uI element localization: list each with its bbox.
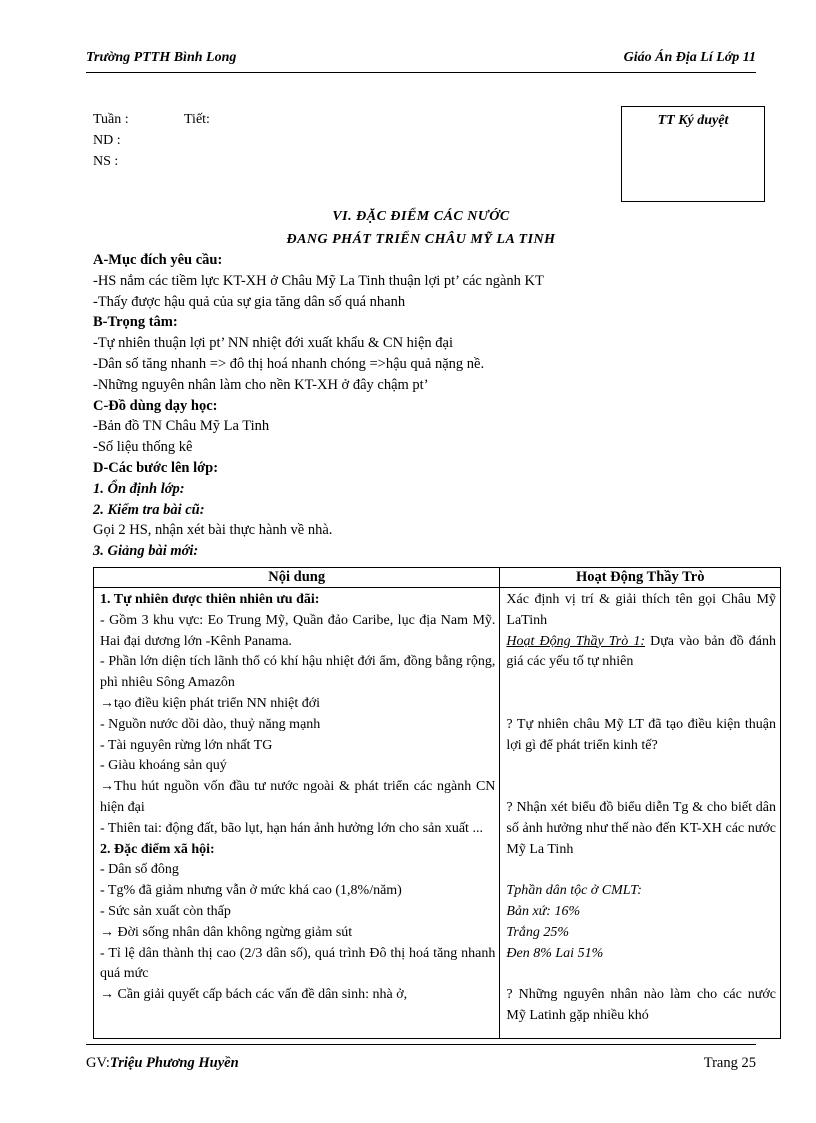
activity-item: Hoạt Động Thầy Trò 1: Dựa vào bản đồ đánh giá các yếu tố tự nhiên <box>506 633 776 670</box>
content-item: - Thiên tai: động đất, bão lụt, hạn hán ảnh hưởng lớn cho sản xuất ... <box>100 820 483 836</box>
step-1-heading: 1. Ổn định lớp: <box>93 480 185 497</box>
nd-label: ND : <box>93 133 121 148</box>
section-c-item: -Bản đồ TN Châu Mỹ La Tinh <box>93 418 270 435</box>
teacher-credit <box>86 1055 239 1072</box>
activity-column-header: Hoạt Động Thầy Trò <box>500 568 781 588</box>
teacher-label: GV: <box>86 1055 110 1071</box>
week-label: Tuần : <box>93 112 129 127</box>
activity-question: ? Nhận xét biểu đồ biểu diễn Tg & cho biết dân số ảnh hưởng như thế nào đến KT-XH các nước Mỹ La Tinh <box>506 799 776 857</box>
activity-question: ? Những nguyên nhân nào làm cho các nước Mỹ Latinh gặp nhiều khó <box>506 987 776 1023</box>
content-item: - Sức sản xuất còn thấp <box>100 903 231 919</box>
school-name: Trường PTTH Bình Long <box>86 50 237 65</box>
lesson-table <box>93 567 781 1039</box>
ethnic-item: Đen 8% Lai 51% <box>506 945 604 961</box>
step-2-heading: 2. Kiểm tra bài cũ: <box>93 501 205 518</box>
section-b-heading: B-Trọng tâm: <box>93 314 178 331</box>
content-item: → Cần giải quyết cấp bách các vấn đề dân sinh: nhà ở, <box>100 987 408 1003</box>
section-c-item: -Số liệu thống kê <box>93 439 193 456</box>
ethnic-item: Trắng 25% <box>506 924 570 940</box>
course-name: Giáo Án Địa Lí Lớp 11 <box>623 50 756 65</box>
content-item: - Dân số đông <box>100 862 179 878</box>
ethnic-heading: Tphần dân tộc ở CMLT: <box>506 883 642 899</box>
content-column-header: Nội dung <box>94 568 500 588</box>
section-a-item: -Thấy được hậu quả của sự gia tăng dân số quá nhanh <box>93 293 406 310</box>
page-footer <box>86 1044 756 1075</box>
arrow-icon: → <box>100 695 114 711</box>
content-cell <box>94 588 500 1039</box>
arrow-icon: → <box>100 987 114 1003</box>
approval-box <box>621 106 765 202</box>
content-item: →Thu hút nguồn vốn đầu tư nước ngoài & phát triển các ngành CN hiện đại <box>100 779 496 815</box>
arrow-icon: → <box>100 779 114 795</box>
content-heading-2: 2. Đặc điểm xã hội: <box>100 841 215 857</box>
page-number: Trang 25 <box>703 1055 756 1071</box>
activity-label: Hoạt Động Thầy Trò 1: <box>506 633 645 649</box>
lesson-title-line1: VI. ĐẶC ĐIỂM CÁC NƯỚC <box>332 209 510 224</box>
ns-label: NS : <box>93 154 119 169</box>
content-item: - Nguồn nước dồi dào, thuỷ năng mạnh <box>100 716 321 732</box>
content-item: - Tg% đã giảm nhưng vẫn ở mức khá cao (1,8%/năm) <box>100 883 402 899</box>
section-b-item: -Tự nhiên thuận lợi pt’ NN nhiệt đới xuất khẩu & CN hiện đại <box>93 335 453 352</box>
section-b-item: -Những nguyên nhân làm cho nền KT-XH ở đây chậm pt’ <box>93 376 429 393</box>
section-a-heading: A-Mục đích yêu cầu: <box>93 252 223 268</box>
section-a-item: -HS nắm các tiềm lực KT-XH ở Châu Mỹ La Tinh thuận lợi pt’ các ngành KT <box>93 272 544 289</box>
arrow-icon: → <box>100 924 114 940</box>
lesson-body <box>93 250 758 562</box>
step-2-text: Gọi 2 HS, nhận xét bài thực hành về nhà. <box>93 522 333 539</box>
activity-cell <box>500 588 781 1039</box>
teacher-name: Triệu Phương Huyền <box>109 1055 239 1071</box>
section-d-heading: D-Các bước lên lớp: <box>93 459 219 476</box>
period-label: Tiết: <box>184 112 210 127</box>
activity-item: Xác định vị trí & giải thích tên gọi Châu Mỹ LaTinh <box>506 592 776 628</box>
content-item: - Tỉ lệ dân thành thị cao (2/3 dân số), quá trình Đô thị hoá tăng nhanh quá mức <box>100 945 496 982</box>
ethnic-item: Bản xứ: 16% <box>506 903 581 919</box>
page-header <box>86 46 756 73</box>
content-item: - Tài nguyên rừng lớn nhất TG <box>100 737 273 753</box>
content-item: →tạo điều kiện phát triển NN nhiệt đới <box>100 695 321 711</box>
content-heading-1: 1. Tự nhiên được thiên nhiên ưu đãi: <box>100 592 320 607</box>
content-item: → Đời sống nhân dân không ngừng giảm sút <box>100 924 353 940</box>
approval-label: TT Ký duyệt <box>657 113 729 128</box>
content-item: - Giàu khoáng sản quý <box>100 758 227 774</box>
content-item: - Gồm 3 khu vực: Eo Trung Mỹ, Quần đảo Caribe, lục địa Nam Mỹ. Hai đại dương lớn -Kênh Panama. <box>100 612 496 649</box>
section-b-item: -Dân số tăng nhanh => đô thị hoá nhanh chóng =>hậu quả nặng nề. <box>93 355 485 372</box>
activity-question: ? Tự nhiên châu Mỹ LT đã tạo điều kiện thuận lợi gì để phát triển kinh tế? <box>506 716 776 753</box>
content-item: - Phần lớn diện tích lãnh thổ có khí hậu nhiệt đới ẩm, đồng bằng rộng, phì nhiêu Sông Amazôn <box>100 654 496 691</box>
lesson-title-line2: ĐANG PHÁT TRIỂN CHÂU MỸ LA TINH <box>286 232 556 247</box>
step-3-heading: 3. Giảng bài mới: <box>93 543 199 560</box>
section-c-heading: C-Đồ dùng dạy học: <box>93 397 218 414</box>
